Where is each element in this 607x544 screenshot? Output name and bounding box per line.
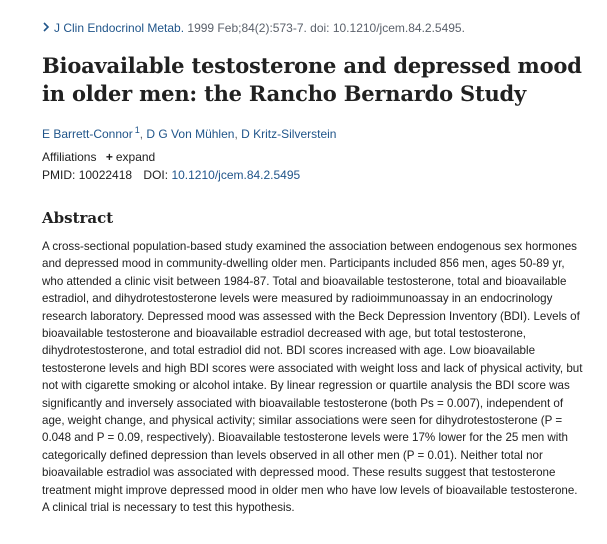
author-separator: ,: [234, 127, 242, 141]
pmid-value: 10022418: [78, 168, 133, 182]
citation-line: [42, 20, 465, 36]
identifiers-row: [42, 167, 300, 183]
chevron-right-icon[interactable]: [42, 20, 52, 36]
expand-label: expand: [115, 150, 156, 164]
author-affiliation-ref[interactable]: 1: [134, 125, 140, 135]
affiliations-label: Affiliations: [42, 150, 97, 164]
author-separator: ,: [139, 127, 147, 141]
doi-link[interactable]: 10.1210/jcem.84.2.5495: [171, 168, 301, 182]
abstract-heading: Abstract: [42, 209, 114, 227]
affiliations-row: [42, 149, 155, 165]
doi-label: DOI:: [143, 168, 169, 182]
expand-affiliations-button[interactable]: [106, 150, 155, 164]
author-link-3[interactable]: D Kritz-Silverstein: [241, 127, 337, 141]
citation-details: 1999 Feb;84(2):573-7. doi: 10.1210/jcem.84.2.5495.: [187, 21, 465, 35]
abstract-text: A cross-sectional population-based study examined the association between endogenous sex hormones and depressed mood in community-dwelling older men. Participants included 856 men, ages 50-89 yr, who attended a clinic visit between 1984-87. Total and bioavailable testosterone, total and bioavailable estradiol, and dihydrotestosterone levels were measured by radioimmunoassay in an endocrinology research laboratory. Depressed mood was assessed with the Beck Depression Inventory (BDI). Levels of bioavailable testosterone and bioavailable estradiol decreased with age, but total testosterone, dihydrotestosterone, and total estradiol did not. BDI scores increased with age. Low bioavailable testosterone levels and high BDI scores were associated with weight loss and lack of physical activity, but not with cigarette smoking or alcohol intake. By linear regression or quartile analysis the BDI score was significantly and inversely associated with bioavailable testosterone (both Ps = 0.007), independent of age, weight change, and physical activity; similar associations were seen for dihydrotestosterone (P = 0.048 and P = 0.09, respectively). Bioavailable testosterone levels were 17% lower for the 25 men with categorically defined depression than levels observed in all other men (P = 0.01). Neither total nor bioavailable estradiol was associated with depressed mood. These results suggest that testosterone treatment might improve depressed mood in older men who have low levels of bioavailable testosterone. A clinical trial is necessary to test this hypothesis.: [42, 240, 583, 515]
journal-link[interactable]: J Clin Endocrinol Metab.: [54, 21, 185, 35]
article-title: Bioavailable testosterone and depressed mood in older men: the Rancho Bernardo Study: [42, 53, 582, 106]
author-list: [42, 122, 336, 142]
author-link-2[interactable]: D G Von Mühlen: [146, 127, 235, 141]
plus-icon: +: [105, 150, 113, 164]
pmid-label: PMID:: [42, 168, 76, 182]
author-link-1[interactable]: E Barrett-Connor: [42, 127, 133, 141]
